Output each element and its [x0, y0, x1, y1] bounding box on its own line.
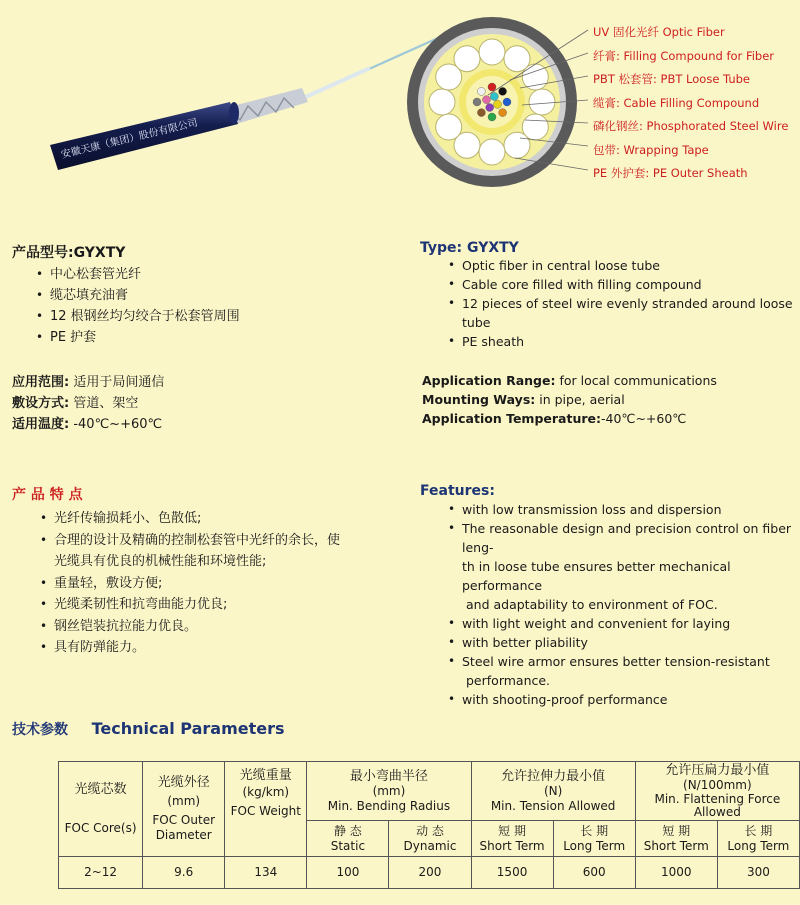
- steel-wire: [436, 114, 462, 140]
- list-item: [446, 690, 800, 709]
- component-label-cn: PBT 松套管:: [593, 72, 657, 86]
- table-cell: 200: [389, 857, 471, 889]
- col-dynamic-en: Dynamic: [403, 838, 457, 853]
- col-tens-unit: (N): [543, 783, 563, 798]
- list-item: • Optic fiber in central loose tube: [446, 256, 800, 275]
- tech-heading: [12, 719, 285, 739]
- component-label: [593, 139, 788, 163]
- col-dia-unit: (mm): [167, 794, 201, 808]
- col-dia-en: FOC Outer Diameter: [152, 813, 216, 842]
- list-item: [38, 508, 340, 530]
- col-flat-long: [717, 821, 799, 857]
- cn-app-mount-key: 敷设方式:: [12, 396, 70, 411]
- cn-type-label: 产品型号:: [12, 245, 74, 261]
- col-core-cn: 光缆芯数: [74, 782, 127, 797]
- table-cell: 600: [553, 857, 635, 889]
- cn-type-list: [34, 264, 240, 348]
- col-flat-en: Min. Flattening Force Allowed: [654, 792, 781, 819]
- cn-features: [12, 484, 340, 659]
- component-label-en: PE Outer Sheath: [652, 166, 748, 180]
- component-label: [593, 92, 788, 116]
- feature-line: • 光纤传输损耗小、色散低;: [54, 511, 202, 526]
- feature-line: • with light weight and convenient for laying: [462, 616, 731, 631]
- col-tens-long-en: Long Term: [563, 838, 626, 853]
- en-type-section: [420, 240, 800, 351]
- col-tens-cn: 允许拉伸力最小值: [501, 768, 606, 784]
- col-flat-long-en: Long Term: [727, 838, 790, 853]
- feature-line: and adaptability to environment of FOC.: [466, 597, 718, 612]
- list-item: [446, 519, 800, 614]
- feature-line: • 重量轻，敷设方便;: [54, 575, 163, 591]
- cn-app-range-key: 应用范围:: [12, 375, 70, 390]
- component-label-cn: 纤膏:: [593, 48, 620, 63]
- en-app-temp-key: Application Temperature:: [422, 411, 601, 426]
- col-tens-long-cn: 长 期: [580, 823, 609, 838]
- list-item: [446, 614, 800, 633]
- tech-title-cn: 技术参数: [12, 722, 68, 738]
- cn-app-range-value: 适用于局间通信: [73, 375, 165, 390]
- list-item: [446, 633, 800, 652]
- cn-app-mount-value: 管道、架空: [73, 396, 139, 411]
- col-wt-en: FOC Weight: [230, 804, 301, 818]
- cn-app-temp-key: 适用温度:: [12, 417, 70, 432]
- col-flat-long-cn: 长 期: [744, 823, 773, 838]
- col-flat-unit: (N/100mm): [683, 778, 752, 792]
- list-item: • Cable core filled with filling compound: [446, 275, 800, 294]
- component-label: [593, 45, 788, 69]
- component-labels: [593, 21, 788, 186]
- component-label-en: Wrapping Tape: [623, 142, 709, 157]
- en-type-heading: [420, 240, 800, 256]
- list-item: [38, 594, 340, 616]
- list-item: [446, 500, 800, 519]
- cn-features-title: 产 品 特 点: [12, 487, 83, 503]
- cable-image: [40, 20, 440, 190]
- col-dynamic-cn: 动 态: [416, 823, 444, 838]
- col-diameter: [143, 762, 225, 857]
- tech-title-en: Technical Parameters: [91, 719, 285, 738]
- steel-wire: [454, 46, 480, 72]
- cn-type-heading: [12, 242, 240, 262]
- tech-params-table: [58, 761, 800, 889]
- en-features-title: Features:: [420, 483, 495, 499]
- col-tension: [471, 762, 635, 821]
- col-dynamic: [389, 821, 471, 857]
- list-item: [446, 652, 800, 690]
- component-label: [593, 162, 788, 186]
- feature-line: • with better pliability: [462, 635, 588, 650]
- col-bend-unit: (mm): [372, 783, 406, 798]
- table-row: [59, 857, 800, 889]
- feature-line: • 具有防弹能力。: [54, 640, 146, 655]
- col-flat-short-en: Short Term: [643, 838, 709, 853]
- component-label-en: PBT Loose Tube: [660, 72, 750, 86]
- en-type-value: GYXTY: [467, 240, 519, 256]
- feature-line: performance.: [466, 673, 551, 688]
- col-core-en: FOC Core(s): [64, 821, 137, 835]
- col-bending: [307, 762, 471, 821]
- cn-application: [12, 372, 164, 435]
- col-tens-short-cn: 短 期: [498, 823, 526, 838]
- col-tens-en: Min. Tension Allowed: [490, 798, 616, 813]
- component-label-cn: 磷化钢丝:: [593, 119, 643, 133]
- en-features: [420, 483, 800, 709]
- component-label-en: Phosphorated Steel Wire: [646, 119, 789, 133]
- table-cell: 1000: [635, 857, 717, 889]
- feature-line: 光缆具有优良的机械性能和环境性能;: [54, 554, 267, 569]
- component-label-en: Filling Compound for Fiber: [623, 48, 775, 63]
- list-item: [38, 616, 340, 638]
- col-flattening: [635, 762, 799, 821]
- en-type-list: [446, 256, 800, 351]
- en-app-mount-value: in pipe, aerial: [539, 392, 625, 407]
- feature-line: • Steel wire armor ensures better tension-resistant: [462, 654, 770, 669]
- component-label: [593, 115, 788, 139]
- steel-wire: [429, 89, 455, 115]
- component-label: [593, 68, 788, 92]
- list-item: • 缆芯填充油膏: [34, 285, 240, 306]
- component-label-en: Optic Fiber: [662, 25, 725, 39]
- col-dia-cn: 光缆外径: [157, 775, 210, 790]
- list-item: [38, 637, 340, 659]
- table-cell: 300: [717, 857, 799, 889]
- component-label: [593, 21, 788, 45]
- feature-line: • 合理的设计及精确的控制松套管中光纤的余长，使: [54, 532, 341, 548]
- cn-app-temp-value: -40℃~+60℃: [73, 417, 163, 432]
- en-application: [422, 371, 717, 428]
- feature-line: • 钢丝铠装抗拉能力优良。: [54, 618, 198, 634]
- table-cell: 1500: [471, 857, 553, 889]
- feature-line: th in loose tube ensures better mechanical performance: [462, 559, 731, 593]
- component-label-cn: 缆膏:: [593, 95, 620, 110]
- en-app-range-value: for local communications: [559, 373, 717, 388]
- leader-lines: [480, 20, 600, 180]
- feature-line: • with low transmission loss and dispersion: [462, 502, 722, 517]
- cn-type-section: [12, 242, 240, 348]
- feature-line: • 光缆柔韧性和抗弯曲能力优良;: [54, 597, 228, 612]
- en-app-temp-value: -40℃~+60℃: [601, 411, 687, 426]
- col-flat-short-cn: 短 期: [662, 823, 691, 838]
- col-flat-short: [635, 821, 717, 857]
- col-weight: [225, 762, 307, 857]
- col-bend-en: Min. Bending Radius: [327, 798, 451, 813]
- list-item: • 12 根钢丝均匀绞合于松套管周围: [34, 306, 240, 327]
- list-item: • PE 护套: [34, 327, 240, 348]
- feature-line: • with shooting-proof performance: [462, 692, 668, 707]
- col-tens-short-en: Short Term: [479, 838, 545, 853]
- feature-line: • The reasonable design and precision control on fiber leng-: [462, 521, 792, 555]
- table-cell: 9.6: [143, 857, 225, 889]
- list-item: • 12 pieces of steel wire evenly stranded around loose tube: [446, 294, 800, 332]
- en-type-label: Type:: [420, 240, 463, 256]
- col-static-en: Static: [330, 838, 366, 853]
- col-wt-cn: 光缆重量: [239, 768, 292, 783]
- list-item: • PE sheath: [446, 332, 800, 351]
- col-core: [59, 762, 143, 857]
- component-label-en: Cable Filling Compound: [623, 95, 760, 110]
- col-wt-unit: (kg/km): [242, 785, 290, 799]
- component-label-cn: 包带:: [593, 142, 620, 157]
- component-label-cn: UV 固化光纤: [593, 25, 659, 39]
- col-bend-cn: 最小弯曲半径: [349, 768, 428, 784]
- table-cell: 100: [307, 857, 389, 889]
- table-cell: 134: [225, 857, 307, 889]
- col-tens-short: [471, 821, 553, 857]
- en-features-list: [446, 500, 800, 709]
- component-label-cn: PE 外护套:: [593, 166, 650, 180]
- table-cell: 2~12: [59, 857, 143, 889]
- en-app-range-key: Application Range:: [422, 373, 556, 388]
- cn-features-list: [38, 508, 340, 659]
- col-static-cn: 静 态: [333, 823, 362, 838]
- list-item: • 中心松套管光纤: [34, 264, 240, 285]
- cn-type-value: GYXTY: [73, 245, 126, 261]
- cable-print-text: 安徽天康（集团）股份有限公司: [60, 117, 199, 161]
- col-tens-long: [553, 821, 635, 857]
- col-static: [307, 821, 389, 857]
- list-item: [38, 530, 340, 573]
- col-flat-cn: 允许压扁力最小值: [665, 763, 770, 778]
- list-item: [38, 573, 340, 595]
- en-app-mount-key: Mounting Ways:: [422, 392, 536, 407]
